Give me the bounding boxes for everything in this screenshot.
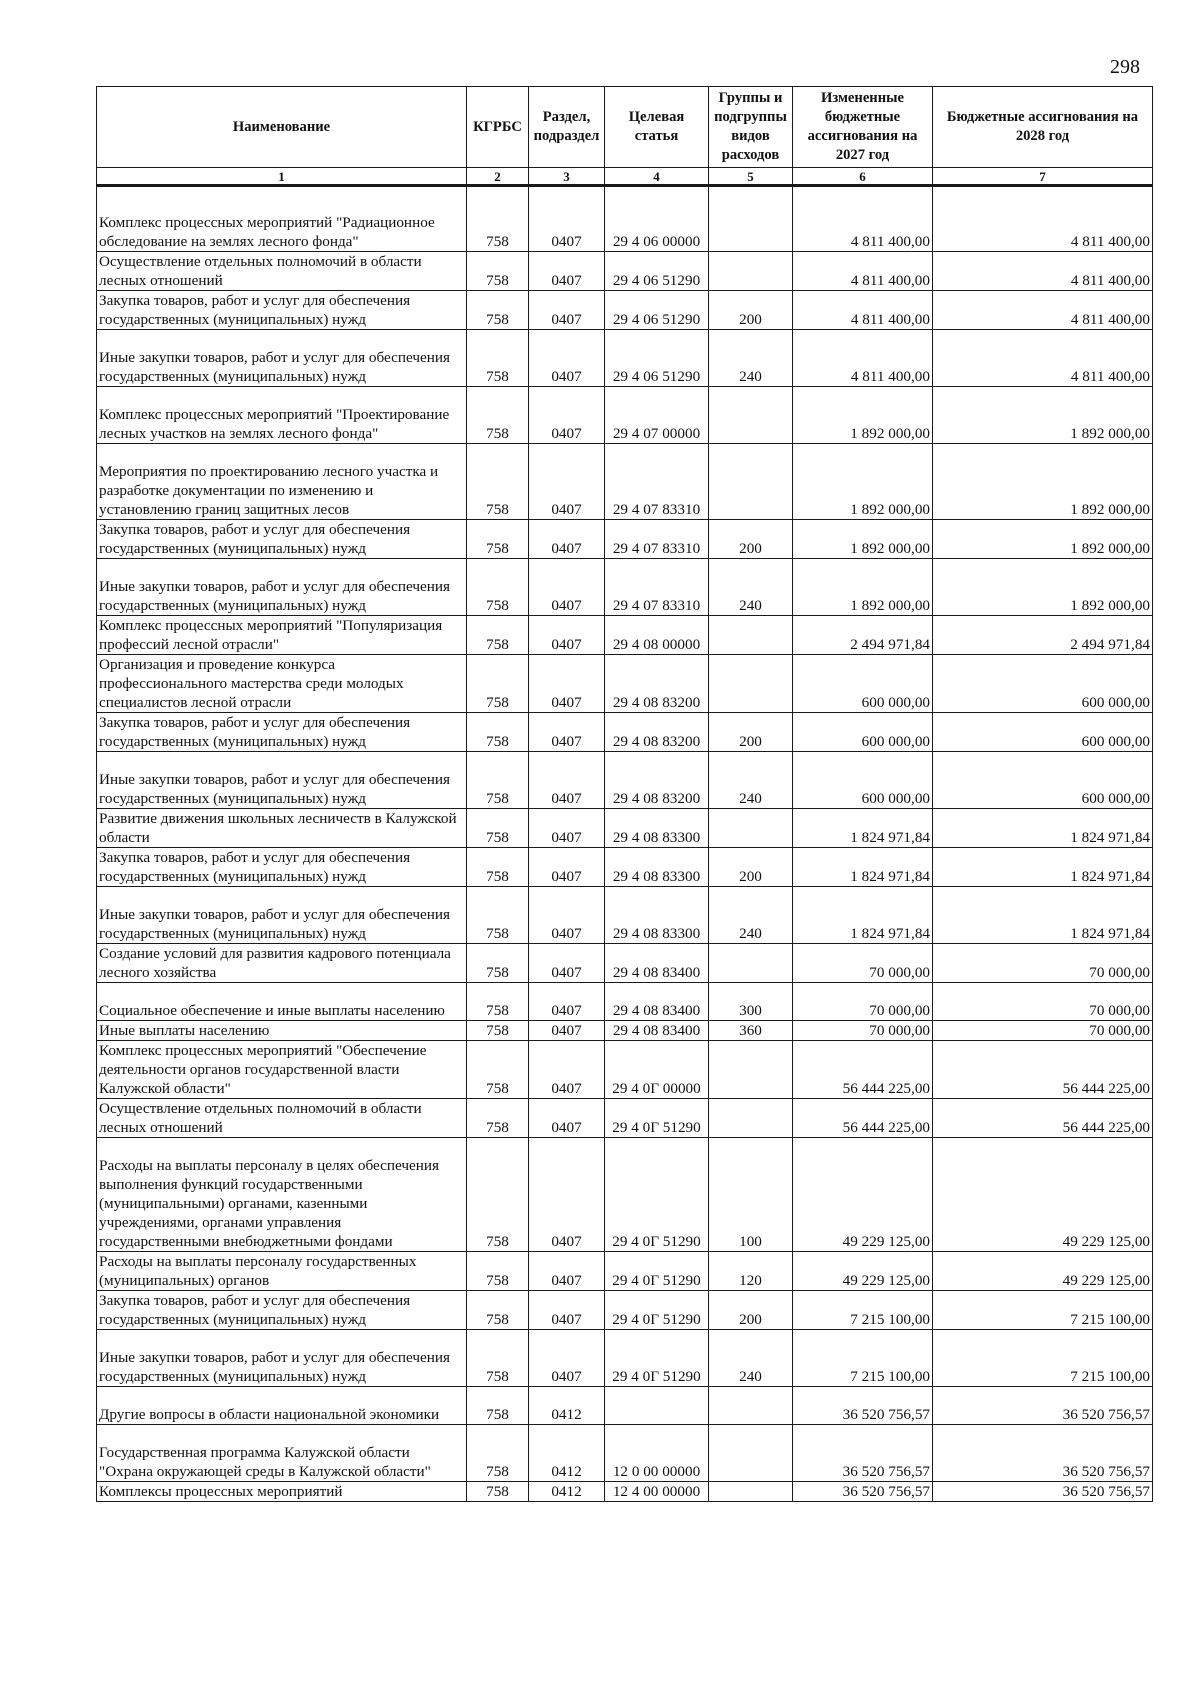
row-expense-group: 240 <box>709 752 793 809</box>
row-section: 0407 <box>529 186 605 252</box>
table-row <box>97 1021 1153 1041</box>
row-target-article: 29 4 08 83400 <box>605 1021 709 1041</box>
row-section: 0407 <box>529 1138 605 1252</box>
column-number: 7 <box>933 168 1153 186</box>
row-sum-2028: 56 444 225,00 <box>933 1041 1153 1099</box>
row-name: Социальное обеспечение и иные выплаты населению <box>97 983 467 1021</box>
table-row <box>97 1252 1153 1291</box>
row-target-article: 29 4 07 83310 <box>605 559 709 616</box>
row-kgrbs: 758 <box>467 616 529 655</box>
column-number: 3 <box>529 168 605 186</box>
table-row <box>97 616 1153 655</box>
row-kgrbs: 758 <box>467 1425 529 1482</box>
row-kgrbs: 758 <box>467 655 529 713</box>
row-kgrbs: 758 <box>467 752 529 809</box>
row-target-article: 29 4 06 51290 <box>605 330 709 387</box>
row-name: Иные закупки товаров, работ и услуг для обеспечения государственных (муниципальных) нужд <box>97 1330 467 1387</box>
row-sum-2028: 600 000,00 <box>933 713 1153 752</box>
row-name: Осуществление отдельных полномочий в области лесных отношений <box>97 252 467 291</box>
budget-table <box>96 86 1153 1502</box>
row-name: Расходы на выплаты персоналу государственных (муниципальных) органов <box>97 1252 467 1291</box>
row-sum-2028: 4 811 400,00 <box>933 291 1153 330</box>
row-kgrbs: 758 <box>467 186 529 252</box>
header-row <box>97 87 1153 168</box>
table-row <box>97 1482 1153 1502</box>
row-expense-group: 360 <box>709 1021 793 1041</box>
row-name: Организация и проведение конкурса профессионального мастерства среди молодых специалистов лесной отрасли <box>97 655 467 713</box>
row-target-article: 29 4 08 83200 <box>605 713 709 752</box>
row-expense-group <box>709 1425 793 1482</box>
row-target-article <box>605 1387 709 1425</box>
row-sum-2027: 56 444 225,00 <box>793 1099 933 1138</box>
row-expense-group: 100 <box>709 1138 793 1252</box>
row-target-article: 29 4 0Г 51290 <box>605 1252 709 1291</box>
table-row <box>97 186 1153 252</box>
row-name: Комплексы процессных мероприятий <box>97 1482 467 1502</box>
row-sum-2028: 1 892 000,00 <box>933 444 1153 520</box>
row-sum-2028: 70 000,00 <box>933 944 1153 983</box>
column-number: 4 <box>605 168 709 186</box>
row-sum-2028: 7 215 100,00 <box>933 1330 1153 1387</box>
row-kgrbs: 758 <box>467 252 529 291</box>
row-sum-2027: 600 000,00 <box>793 655 933 713</box>
table-row <box>97 1425 1153 1482</box>
table-row <box>97 983 1153 1021</box>
row-sum-2027: 49 229 125,00 <box>793 1252 933 1291</box>
header-sum-2027: Измененные бюджетные ассигнования на 2027 год <box>793 87 933 168</box>
row-target-article: 29 4 07 83310 <box>605 444 709 520</box>
row-sum-2028: 56 444 225,00 <box>933 1099 1153 1138</box>
row-kgrbs: 758 <box>467 887 529 944</box>
row-target-article: 29 4 08 83400 <box>605 983 709 1021</box>
row-name: Осуществление отдельных полномочий в области лесных отношений <box>97 1099 467 1138</box>
row-section: 0407 <box>529 1041 605 1099</box>
row-expense-group <box>709 616 793 655</box>
table-row <box>97 1138 1153 1252</box>
table-row <box>97 944 1153 983</box>
header-section: Раздел, подраздел <box>529 87 605 168</box>
row-section: 0407 <box>529 330 605 387</box>
row-sum-2027: 70 000,00 <box>793 983 933 1021</box>
row-name: Закупка товаров, работ и услуг для обеспечения государственных (муниципальных) нужд <box>97 520 467 559</box>
row-sum-2028: 49 229 125,00 <box>933 1138 1153 1252</box>
row-kgrbs: 758 <box>467 809 529 848</box>
row-expense-group: 200 <box>709 1291 793 1330</box>
row-expense-group <box>709 387 793 444</box>
row-name: Комплекс процессных мероприятий "Популяризация профессий лесной отрасли" <box>97 616 467 655</box>
row-name: Комплекс процессных мероприятий "Обеспечение деятельности органов государственной власти Калужской области" <box>97 1041 467 1099</box>
row-sum-2027: 70 000,00 <box>793 1021 933 1041</box>
row-expense-group: 240 <box>709 1330 793 1387</box>
row-sum-2027: 70 000,00 <box>793 944 933 983</box>
row-section: 0412 <box>529 1482 605 1502</box>
row-sum-2027: 600 000,00 <box>793 752 933 809</box>
row-target-article: 29 4 08 83300 <box>605 848 709 887</box>
row-name: Государственная программа Калужской области "Охрана окружающей среды в Калужской области" <box>97 1425 467 1482</box>
row-target-article: 29 4 08 00000 <box>605 616 709 655</box>
column-number-row <box>97 168 1153 186</box>
row-sum-2028: 600 000,00 <box>933 752 1153 809</box>
table-row <box>97 1330 1153 1387</box>
row-sum-2028: 70 000,00 <box>933 983 1153 1021</box>
row-sum-2027: 2 494 971,84 <box>793 616 933 655</box>
header-sum-2028: Бюджетные ассигнования на 2028 год <box>933 87 1153 168</box>
row-expense-group <box>709 444 793 520</box>
row-name: Иные закупки товаров, работ и услуг для обеспечения государственных (муниципальных) нужд <box>97 330 467 387</box>
row-sum-2028: 36 520 756,57 <box>933 1425 1153 1482</box>
row-name: Мероприятия по проектированию лесного участка и разработке документации по изменению и установлению границ защитных лесов <box>97 444 467 520</box>
row-name: Иные выплаты населению <box>97 1021 467 1041</box>
table-row <box>97 809 1153 848</box>
table-row <box>97 252 1153 291</box>
row-sum-2028: 1 892 000,00 <box>933 520 1153 559</box>
row-expense-group: 200 <box>709 520 793 559</box>
row-sum-2027: 1 824 971,84 <box>793 848 933 887</box>
row-name: Расходы на выплаты персоналу в целях обеспечения выполнения функций государственными (муниципальными) органами, казенными учреждениями, органами управления государственными внебюджетными фондами <box>97 1138 467 1252</box>
row-sum-2028: 2 494 971,84 <box>933 616 1153 655</box>
row-sum-2028: 7 215 100,00 <box>933 1291 1153 1330</box>
row-target-article: 29 4 07 00000 <box>605 387 709 444</box>
table-row <box>97 713 1153 752</box>
row-sum-2027: 1 892 000,00 <box>793 444 933 520</box>
row-name: Комплекс процессных мероприятий "Радиационное обследование на землях лесного фонда" <box>97 186 467 252</box>
row-kgrbs: 758 <box>467 1291 529 1330</box>
row-section: 0407 <box>529 291 605 330</box>
row-sum-2028: 1 824 971,84 <box>933 809 1153 848</box>
row-target-article: 29 4 06 00000 <box>605 186 709 252</box>
row-section: 0407 <box>529 444 605 520</box>
table-row <box>97 291 1153 330</box>
row-kgrbs: 758 <box>467 520 529 559</box>
row-sum-2028: 70 000,00 <box>933 1021 1153 1041</box>
table-row <box>97 387 1153 444</box>
column-number: 5 <box>709 168 793 186</box>
row-target-article: 29 4 0Г 00000 <box>605 1041 709 1099</box>
row-section: 0407 <box>529 520 605 559</box>
row-kgrbs: 758 <box>467 1387 529 1425</box>
row-sum-2027: 7 215 100,00 <box>793 1330 933 1387</box>
row-sum-2027: 1 824 971,84 <box>793 887 933 944</box>
row-expense-group: 120 <box>709 1252 793 1291</box>
row-kgrbs: 758 <box>467 1021 529 1041</box>
row-sum-2027: 4 811 400,00 <box>793 330 933 387</box>
row-name: Создание условий для развития кадрового потенциала лесного хозяйства <box>97 944 467 983</box>
row-kgrbs: 758 <box>467 944 529 983</box>
row-sum-2027: 49 229 125,00 <box>793 1138 933 1252</box>
row-target-article: 29 4 08 83200 <box>605 655 709 713</box>
row-section: 0407 <box>529 1330 605 1387</box>
row-kgrbs: 758 <box>467 848 529 887</box>
row-target-article: 29 4 06 51290 <box>605 252 709 291</box>
row-sum-2027: 7 215 100,00 <box>793 1291 933 1330</box>
row-expense-group <box>709 1387 793 1425</box>
row-expense-group <box>709 944 793 983</box>
row-kgrbs: 758 <box>467 1330 529 1387</box>
row-kgrbs: 758 <box>467 291 529 330</box>
row-sum-2027: 600 000,00 <box>793 713 933 752</box>
row-section: 0407 <box>529 1252 605 1291</box>
row-sum-2028: 36 520 756,57 <box>933 1387 1153 1425</box>
row-sum-2027: 4 811 400,00 <box>793 291 933 330</box>
row-target-article: 29 4 0Г 51290 <box>605 1291 709 1330</box>
row-sum-2027: 4 811 400,00 <box>793 186 933 252</box>
row-kgrbs: 758 <box>467 330 529 387</box>
row-expense-group <box>709 809 793 848</box>
row-expense-group <box>709 186 793 252</box>
row-sum-2027: 4 811 400,00 <box>793 252 933 291</box>
row-kgrbs: 758 <box>467 1252 529 1291</box>
row-kgrbs: 758 <box>467 1099 529 1138</box>
row-section: 0412 <box>529 1425 605 1482</box>
column-number: 1 <box>97 168 467 186</box>
table-row <box>97 559 1153 616</box>
row-target-article: 29 4 07 83310 <box>605 520 709 559</box>
row-target-article: 29 4 06 51290 <box>605 291 709 330</box>
row-target-article: 29 4 08 83400 <box>605 944 709 983</box>
row-expense-group <box>709 1482 793 1502</box>
row-sum-2027: 56 444 225,00 <box>793 1041 933 1099</box>
row-target-article: 12 4 00 00000 <box>605 1482 709 1502</box>
header-name: Наименование <box>97 87 467 168</box>
row-expense-group <box>709 1041 793 1099</box>
row-sum-2028: 4 811 400,00 <box>933 186 1153 252</box>
row-kgrbs: 758 <box>467 983 529 1021</box>
row-expense-group: 240 <box>709 887 793 944</box>
row-target-article: 29 4 08 83200 <box>605 752 709 809</box>
row-expense-group: 300 <box>709 983 793 1021</box>
row-section: 0407 <box>529 616 605 655</box>
row-section: 0407 <box>529 387 605 444</box>
header-group: Группы и подгруппы видов расходов <box>709 87 793 168</box>
row-sum-2027: 1 824 971,84 <box>793 809 933 848</box>
row-expense-group: 200 <box>709 291 793 330</box>
row-section: 0407 <box>529 1021 605 1041</box>
table-row <box>97 330 1153 387</box>
row-section: 0407 <box>529 655 605 713</box>
table-row <box>97 1387 1153 1425</box>
row-section: 0407 <box>529 887 605 944</box>
row-name: Закупка товаров, работ и услуг для обеспечения государственных (муниципальных) нужд <box>97 1291 467 1330</box>
row-kgrbs: 758 <box>467 387 529 444</box>
column-number: 2 <box>467 168 529 186</box>
row-sum-2027: 1 892 000,00 <box>793 520 933 559</box>
header-target: Целевая статья <box>605 87 709 168</box>
row-expense-group <box>709 252 793 291</box>
row-section: 0407 <box>529 252 605 291</box>
row-name: Комплекс процессных мероприятий "Проектирование лесных участков на землях лесного фонда" <box>97 387 467 444</box>
table-row <box>97 444 1153 520</box>
row-target-article: 29 4 0Г 51290 <box>605 1330 709 1387</box>
row-name: Иные закупки товаров, работ и услуг для обеспечения государственных (муниципальных) нужд <box>97 887 467 944</box>
row-section: 0412 <box>529 1387 605 1425</box>
table-row <box>97 752 1153 809</box>
table-row <box>97 887 1153 944</box>
row-expense-group <box>709 1099 793 1138</box>
row-sum-2028: 4 811 400,00 <box>933 252 1153 291</box>
table-row <box>97 1041 1153 1099</box>
table-row <box>97 848 1153 887</box>
row-section: 0407 <box>529 1099 605 1138</box>
row-target-article: 29 4 08 83300 <box>605 887 709 944</box>
row-name: Иные закупки товаров, работ и услуг для обеспечения государственных (муниципальных) нужд <box>97 559 467 616</box>
row-sum-2028: 4 811 400,00 <box>933 330 1153 387</box>
column-number: 6 <box>793 168 933 186</box>
row-sum-2028: 1 892 000,00 <box>933 387 1153 444</box>
row-sum-2027: 36 520 756,57 <box>793 1482 933 1502</box>
table-row <box>97 1291 1153 1330</box>
row-sum-2028: 1 824 971,84 <box>933 887 1153 944</box>
row-kgrbs: 758 <box>467 559 529 616</box>
row-sum-2027: 36 520 756,57 <box>793 1425 933 1482</box>
row-target-article: 29 4 0Г 51290 <box>605 1138 709 1252</box>
row-sum-2027: 1 892 000,00 <box>793 559 933 616</box>
table-row <box>97 1099 1153 1138</box>
table-row <box>97 520 1153 559</box>
row-section: 0407 <box>529 752 605 809</box>
row-sum-2028: 1 824 971,84 <box>933 848 1153 887</box>
row-target-article: 29 4 0Г 51290 <box>605 1099 709 1138</box>
row-sum-2028: 600 000,00 <box>933 655 1153 713</box>
row-sum-2028: 1 892 000,00 <box>933 559 1153 616</box>
page-number: 298 <box>1110 56 1140 78</box>
row-kgrbs: 758 <box>467 1041 529 1099</box>
row-name: Иные закупки товаров, работ и услуг для обеспечения государственных (муниципальных) нужд <box>97 752 467 809</box>
table-body <box>97 186 1153 1502</box>
row-expense-group: 200 <box>709 713 793 752</box>
row-section: 0407 <box>529 1291 605 1330</box>
row-sum-2027: 1 892 000,00 <box>793 387 933 444</box>
row-kgrbs: 758 <box>467 713 529 752</box>
header-kgrbs: КГРБС <box>467 87 529 168</box>
row-kgrbs: 758 <box>467 1138 529 1252</box>
table-row <box>97 655 1153 713</box>
row-section: 0407 <box>529 713 605 752</box>
row-target-article: 29 4 08 83300 <box>605 809 709 848</box>
row-name: Закупка товаров, работ и услуг для обеспечения государственных (муниципальных) нужд <box>97 848 467 887</box>
row-expense-group: 200 <box>709 848 793 887</box>
row-section: 0407 <box>529 848 605 887</box>
row-section: 0407 <box>529 983 605 1021</box>
row-name: Развитие движения школьных лесничеств в Калужской области <box>97 809 467 848</box>
row-target-article: 12 0 00 00000 <box>605 1425 709 1482</box>
row-sum-2027: 36 520 756,57 <box>793 1387 933 1425</box>
row-section: 0407 <box>529 944 605 983</box>
row-sum-2028: 49 229 125,00 <box>933 1252 1153 1291</box>
row-section: 0407 <box>529 559 605 616</box>
row-expense-group: 240 <box>709 330 793 387</box>
row-name: Другие вопросы в области национальной экономики <box>97 1387 467 1425</box>
row-expense-group: 240 <box>709 559 793 616</box>
row-name: Закупка товаров, работ и услуг для обеспечения государственных (муниципальных) нужд <box>97 713 467 752</box>
row-expense-group <box>709 655 793 713</box>
row-kgrbs: 758 <box>467 1482 529 1502</box>
row-kgrbs: 758 <box>467 444 529 520</box>
row-sum-2028: 36 520 756,57 <box>933 1482 1153 1502</box>
row-name: Закупка товаров, работ и услуг для обеспечения государственных (муниципальных) нужд <box>97 291 467 330</box>
row-section: 0407 <box>529 809 605 848</box>
